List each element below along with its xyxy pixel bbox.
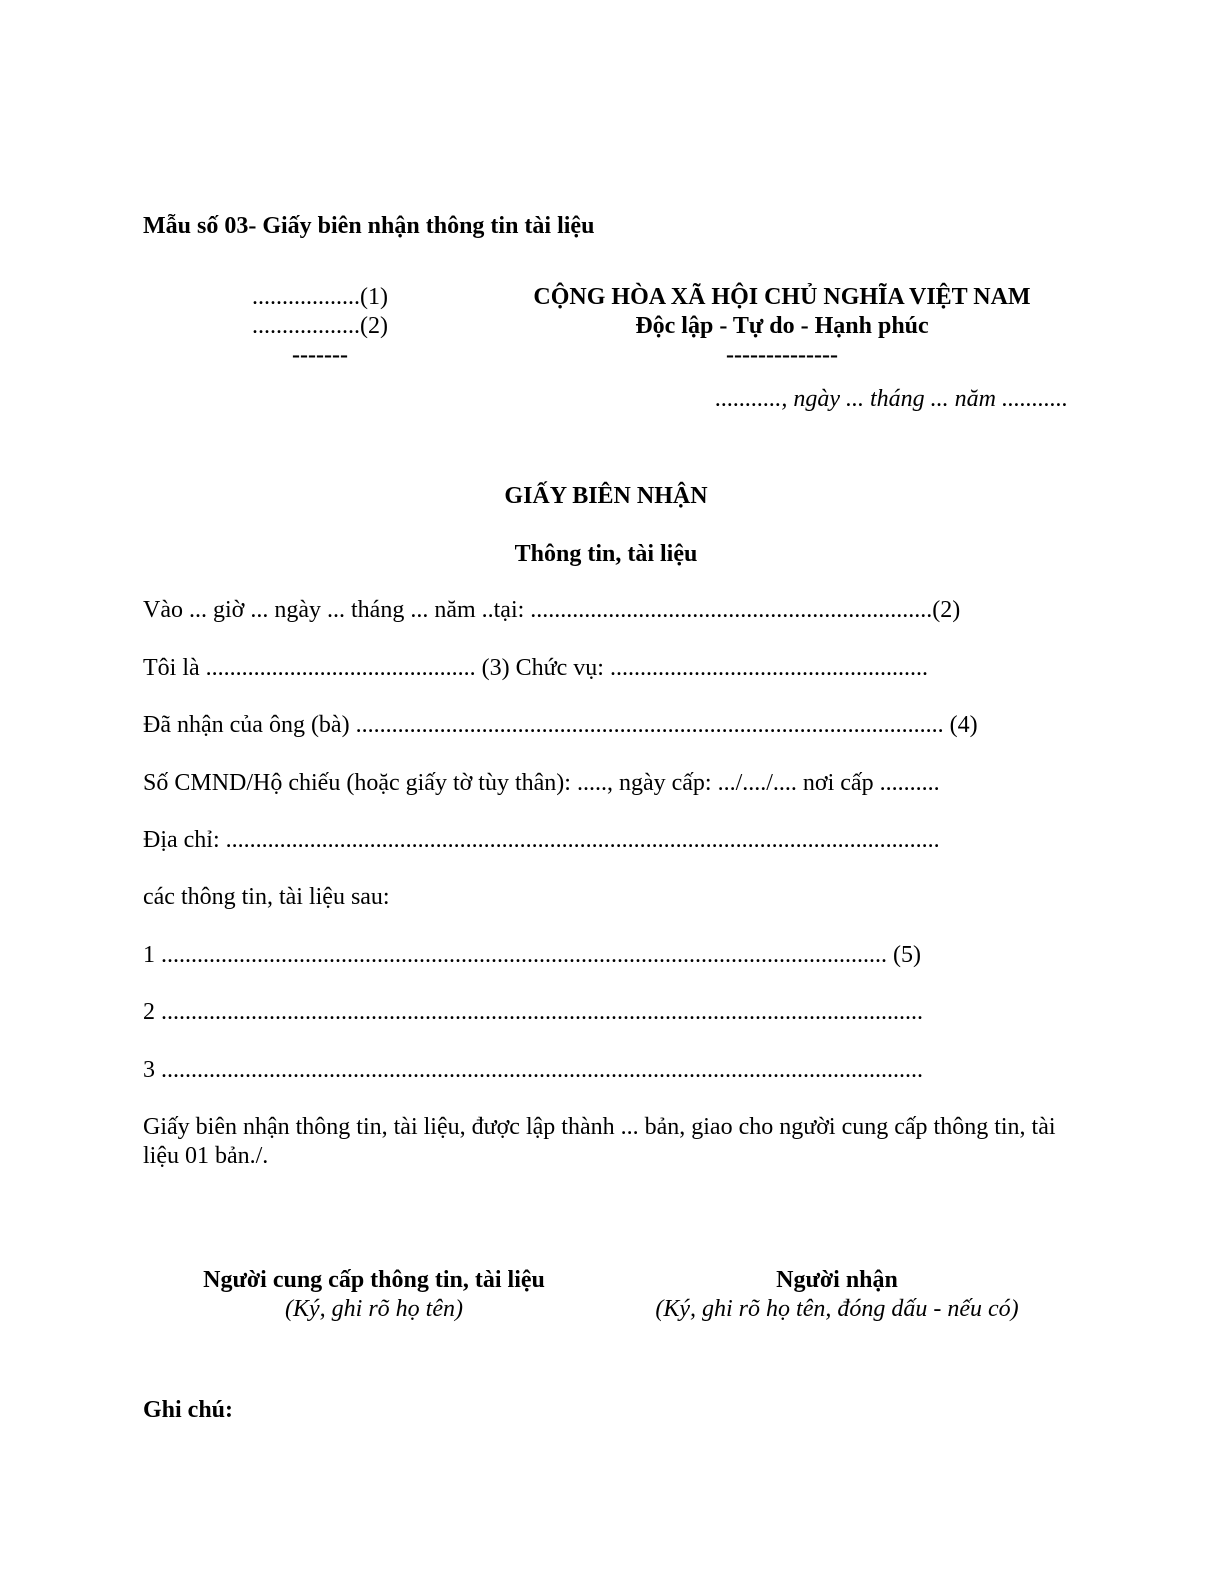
- id-document-line: Số CMND/Hộ chiếu (hoặc giấy tờ tùy thân): ....., ngày cấp: .../..../.... nơi cấp ..........: [143, 770, 940, 796]
- agency-divider: -------: [292, 342, 348, 368]
- national-title: CỘNG HÒA XÃ HỘI CHỦ NGHĨA VIỆT NAM: [533, 284, 1031, 310]
- address-line: Địa chỉ: .......................................................................................................................: [143, 827, 940, 853]
- document-subtitle: Thông tin, tài liệu: [514, 541, 698, 567]
- agency-line-1: ..................(1): [252, 284, 388, 310]
- date-line: ..........., ngày ... tháng ... năm ...........: [715, 386, 1068, 412]
- time-location-line: Vào ... giờ ... ngày ... tháng ... năm ..tại: ...................................................................(2): [143, 597, 961, 623]
- documents-intro-line: các thông tin, tài liệu sau:: [143, 884, 390, 910]
- document-item-1: 1 ......................................................................................................................... (5): [143, 942, 921, 968]
- receiver-signature-block: [622, 1266, 1052, 1324]
- national-header: [482, 283, 1082, 370]
- agency-line-2: ..................(2): [252, 313, 388, 339]
- document-title: GIẤY BIÊN NHẬN: [504, 483, 708, 509]
- provider-signature-note: (Ký, ghi rõ họ tên): [285, 1296, 463, 1322]
- receiver-signature-note: (Ký, ghi rõ họ tên, đóng dấu - nếu có): [655, 1296, 1019, 1322]
- document-item-3: 3 ...............................................................................................................................: [143, 1057, 923, 1083]
- form-title: Mẫu số 03- Giấy biên nhận thông tin tài liệu: [143, 213, 595, 239]
- provider-signature-block: [164, 1266, 584, 1324]
- receiver-name-line: Tôi là ............................................. (3) Chức vụ: .....................................................: [143, 655, 928, 681]
- provider-name-line: Đã nhận của ông (bà) .................................................................................................. (4): [143, 712, 978, 738]
- provider-signature-title: Người cung cấp thông tin, tài liệu: [203, 1267, 545, 1293]
- note-label: Ghi chú:: [143, 1397, 234, 1423]
- national-motto: Độc lập - Tự do - Hạnh phúc: [635, 313, 929, 339]
- national-divider: --------------: [726, 342, 838, 368]
- closing-paragraph: Giấy biên nhận thông tin, tài liệu, được lập thành ... bản, giao cho người cung cấp thông tin, tài liệu 01 bản./.: [143, 1114, 1056, 1169]
- agency-header: [200, 283, 440, 370]
- document-item-2: 2 ...............................................................................................................................: [143, 999, 923, 1025]
- receiver-signature-title: Người nhận: [776, 1267, 898, 1293]
